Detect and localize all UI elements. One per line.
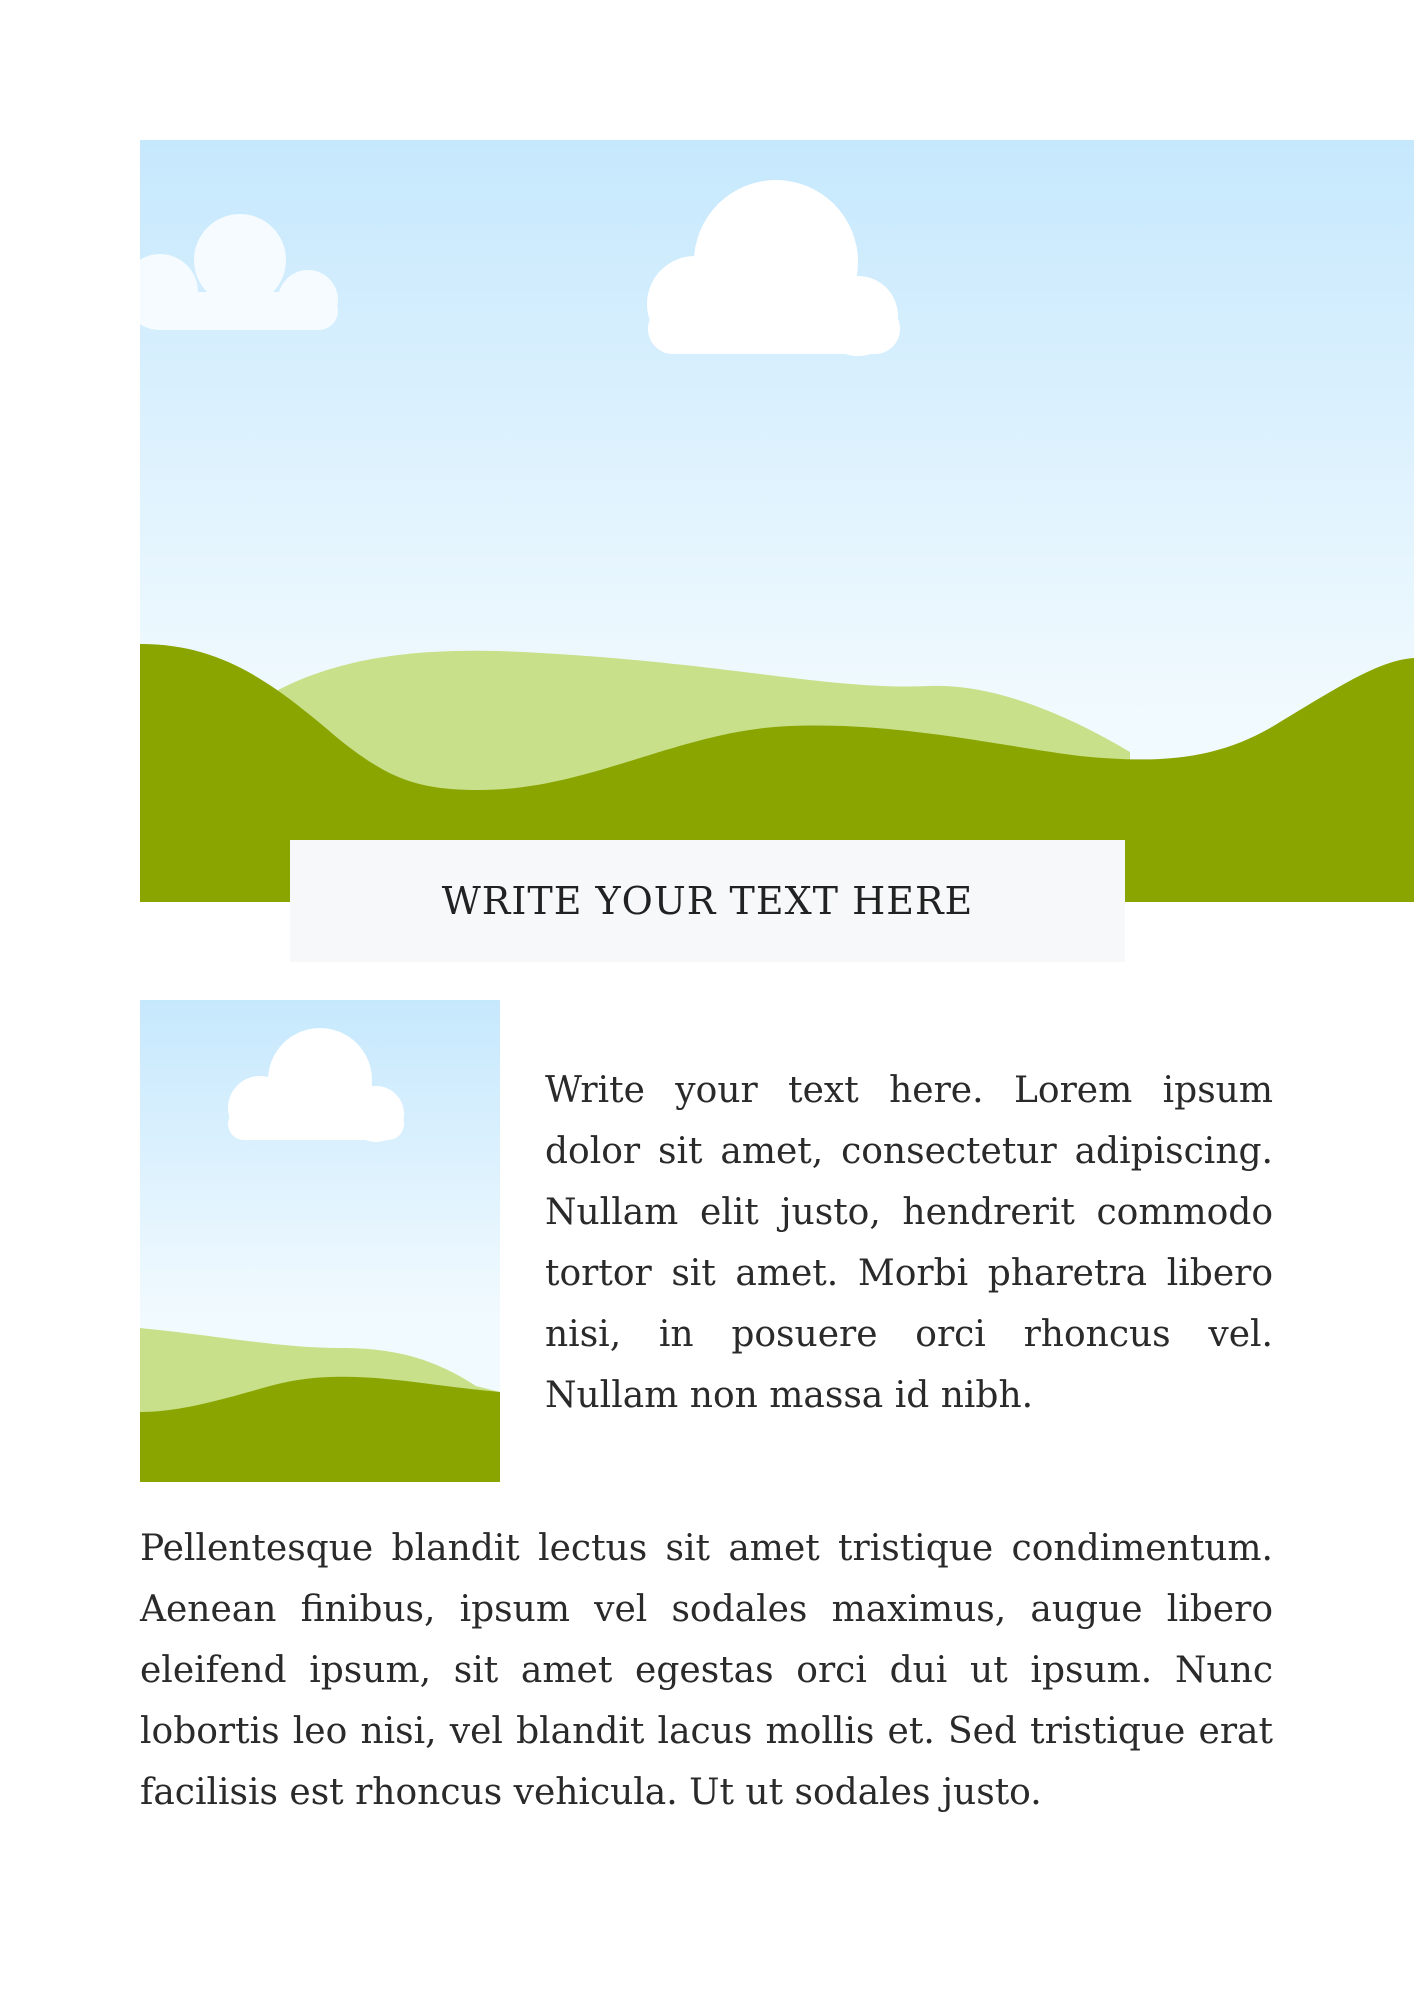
side-illustration xyxy=(140,1000,500,1482)
side-paragraph: Write your text here. Lorem ipsum dolor sit amet, consectetur adipiscing. Nullam elit justo, hendrerit commodo tortor sit amet. Morbi pharetra libero nisi, in posuere orci rhoncus vel. Nullam non massa id nibh. xyxy=(545,1070,1273,1416)
hero-caption-box xyxy=(290,840,1125,962)
hero-illustration xyxy=(140,140,1414,902)
landscape-image-small xyxy=(140,1000,500,1482)
landscape-image xyxy=(140,140,1414,902)
hero-caption: WRITE YOUR TEXT HERE xyxy=(441,879,974,923)
body-paragraph: Pellentesque blandit lectus sit amet tristique condimentum. Aenean finibus, ipsum vel sodales maximus, augue libero eleifend ipsum, sit amet egestas orci dui ut ipsum. Nunc lobortis leo nisi, vel blandit lacus mollis et. Sed tristique erat facilisis est rhoncus vehicula. Ut ut sodales justo. xyxy=(140,1528,1273,1813)
